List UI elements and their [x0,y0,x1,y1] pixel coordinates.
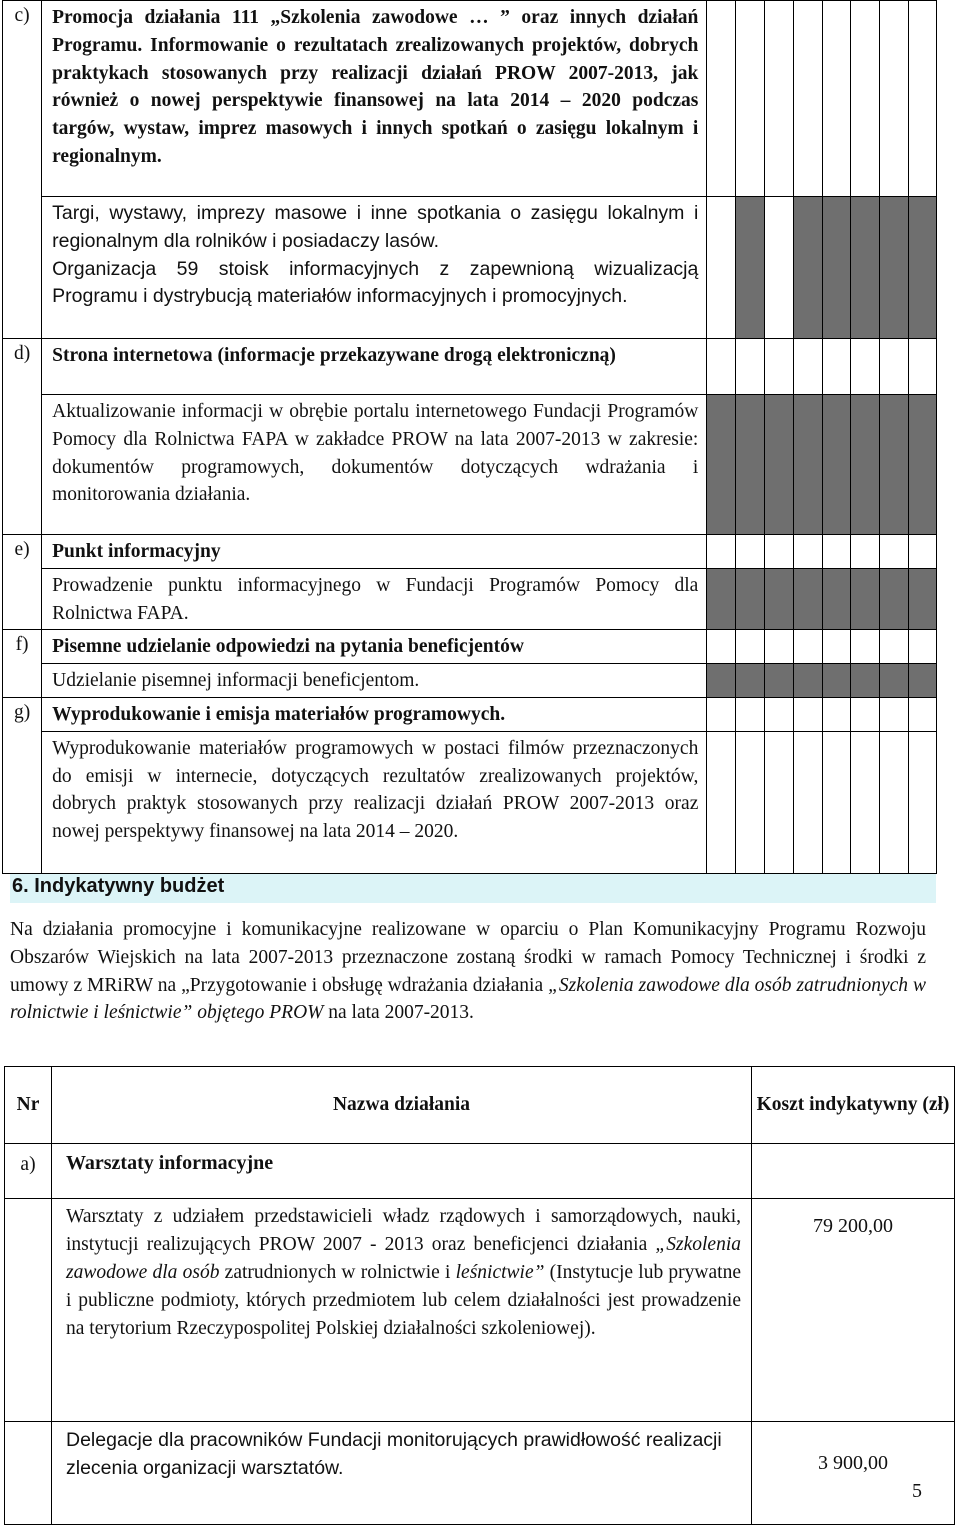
header-cost: Koszt indykatywny (zł) [752,1067,955,1144]
section-heading-bar [10,874,936,903]
header-name: Nazwa działania [52,1067,752,1144]
activity-d-description: Aktualizowanie informacji w obrębie portalu internetowego Fundacji Programów Pomocy dla Rolnictwa FAPA w zakładce PROW na lata 2007-2013 w zakresie: dokumentów programowych, dokumentów dotyczących wdrażania i monitorowania działania. [42,395,707,535]
budget-table [4,1066,955,1525]
intro-text-2: na lata 2007-2013. [323,1002,474,1024]
activity-g-label: g) [3,697,42,873]
activity-c-desc-2: Organizacja 59 stoisk informacyjnych z zapewnioną wizualizacją Programu i dystrybucją materiałów informacyjnych i promocyjnych. [52,257,699,308]
activity-e-label: e) [3,535,42,630]
section-title: 6. Indykatywny budżet [12,875,225,897]
activity-c-description [42,197,707,339]
row-a-nr: a) [5,1144,52,1199]
intro-text-1: Na działania promocyjne i komunikacyjne realizowane w oparciu o Plan Komunikacyjny Programu Rozwoju Obszarów Wiejskich na lata 2007-2013 przeznaczone zostaną środki w ramach Pomocy Technicznej i środki z umowy z MRiRW na „Przygotowanie i obsługę wdrażania działania [10,919,926,996]
row-b-cost: 79 200,00 [752,1199,955,1422]
activity-c-desc-1: Targi, wystawy, imprezy masowe i inne spotkania o zasięgu lokalnym i regionalnym dla rolników i posiadaczy lasów. [52,202,699,252]
activity-f-title: Pisemne udzielanie odpowiedzi na pytania beneficjentów [42,630,707,664]
activities-table [2,0,937,874]
row-c-description: Delegacje dla pracowników Fundacji monitorujących prawidłowość realizacji zlecenia organizacji warsztatów. [52,1422,752,1525]
row-b-description: Warsztaty z udziałem przedstawicieli władz rządowych i samorządowych, nauki, instytucji realizujących PROW 2007 - 2013 oraz beneficjenci działania „Szkolenia zawodowe dla osób zatrudnionych w rolnictwie i leśnictwie” (Instytucje lub prywatne i publiczne podmioty, których przedmiotem lub celem działalności jest prowadzenie na terytorium Rzeczypospolitej Polskiej działalności szkoleniowej). [52,1199,752,1422]
row-c-cost: 3 900,00 [752,1422,955,1525]
activity-e-title: Punkt informacyjny [42,535,707,569]
row-a-title: Warsztaty informacyjne [52,1144,752,1199]
page-number: 5 [912,1480,922,1502]
activity-f-description: Udzielanie pisemnej informacji beneficjentom. [42,664,707,698]
activity-g-title: Wyprodukowanie i emisja materiałów programowych. [42,697,707,731]
activity-d-title: Strona internetowa (informacje przekazywane drogą elektroniczną) [42,339,707,395]
activity-f-label: f) [3,630,42,698]
activity-g-description: Wyprodukowanie materiałów programowych w postaci filmów przeznaczonych do emisji w internecie, dotyczących rezultatów zrealizowanych projektów, dobrych praktyk stosowanych przy realizacji działań PROW 2007-2013 oraz nowej perspektywy finansowej na lata 2014 – 2020. [42,731,707,873]
budget-intro-paragraph [10,916,926,1027]
intro-text-italic: „Szkolenia zawodowe dla osób zatrudnionych w rolnictwie i leśnictwie” objętego PROW [10,974,927,1024]
activity-e-description: Prowadzenie punktu informacyjnego w Fundacji Programów Pomocy dla Rolnictwa FAPA. [42,568,707,630]
activity-c-label: c) [3,1,42,339]
activity-d-label: d) [3,339,42,535]
header-nr: Nr [5,1067,52,1144]
activity-c-title: Promocja działania 111 „Szkolenia zawodowe … ” oraz innych działań Programu. Informowanie o rezultatach zrealizowanych projektów, dobrych praktykach stosowanych przy realizacji działań PROW 2007-2013, jak również o nowej perspektywie finansowej na lata 2014 – 2020 podczas targów, wystaw, imprez masowych i innych spotkań o zasięgu lokalnym i regionalnym. [42,1,707,197]
